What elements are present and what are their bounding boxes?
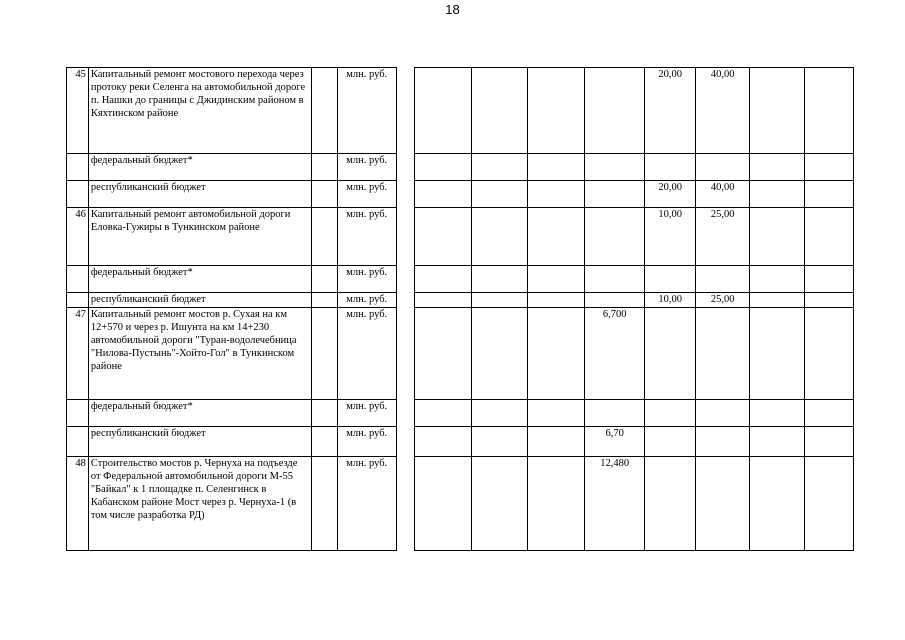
value-cell [471, 293, 528, 308]
value-cell [804, 293, 853, 308]
gap-cell [396, 181, 414, 208]
value-cell [749, 266, 804, 293]
value-cell [528, 457, 585, 551]
value-cell [471, 266, 528, 293]
value-cell: 6,70 [585, 427, 644, 457]
empty-cell [311, 427, 337, 457]
value-cell: 10,00 [644, 293, 696, 308]
unit-cell: млн. руб. [337, 208, 396, 266]
row-description: Капитальный ремонт мостового перехода через протоку реки Селенга на автомобильной дороге п. Нашки до границы с Джидинским районом в Кяхтинском районе [88, 68, 311, 154]
row-description: республиканский бюджет [88, 181, 311, 208]
value-cell [414, 400, 471, 427]
row-number [67, 181, 89, 208]
value-cell [528, 208, 585, 266]
row-description: Строительство мостов р. Чернуха на подъезде от Федеральной автомобильной дороги М-55 "Байкал" к 1 площадке п. Селенгинск в Кабанском районе Мост через р. Чернуха-1 (в том числе разработка РД) [88, 457, 311, 551]
empty-cell [311, 293, 337, 308]
row-description: республиканский бюджет [88, 293, 311, 308]
value-cell [749, 457, 804, 551]
value-cell [414, 154, 471, 181]
unit-cell: млн. руб. [337, 457, 396, 551]
gap-cell [396, 457, 414, 551]
value-cell [644, 427, 696, 457]
table-row [67, 308, 905, 400]
value-cell [749, 154, 804, 181]
value-cell: 25,00 [696, 293, 749, 308]
value-cell [644, 457, 696, 551]
row-description: Капитальный ремонт автомобильной дороги Еловка-Гужиры в Тункинском районе [88, 208, 311, 266]
value-cell: 12,480 [585, 457, 644, 551]
value-cell [804, 68, 853, 154]
unit-cell: млн. руб. [337, 181, 396, 208]
empty-cell [311, 457, 337, 551]
unit-cell: млн. руб. [337, 400, 396, 427]
empty-cell [311, 208, 337, 266]
empty-cell [311, 266, 337, 293]
value-cell [528, 154, 585, 181]
value-cell: 6,700 [585, 308, 644, 400]
gap-cell [396, 308, 414, 400]
value-cell [414, 266, 471, 293]
value-cell [585, 400, 644, 427]
row-number [67, 400, 89, 427]
table-row [67, 181, 905, 208]
value-cell [749, 181, 804, 208]
value-cell [528, 427, 585, 457]
value-cell [471, 154, 528, 181]
row-number: 48 [67, 457, 89, 551]
value-cell [804, 208, 853, 266]
row-number: 46 [67, 208, 89, 266]
value-cell [644, 266, 696, 293]
value-cell [471, 181, 528, 208]
row-description: федеральный бюджет* [88, 266, 311, 293]
row-number [67, 266, 89, 293]
budget-table [66, 67, 905, 551]
value-cell [696, 266, 749, 293]
value-cell [749, 308, 804, 400]
value-cell [414, 308, 471, 400]
unit-cell: млн. руб. [337, 308, 396, 400]
value-cell [585, 68, 644, 154]
empty-cell [311, 400, 337, 427]
empty-cell [311, 308, 337, 400]
row-number [67, 427, 89, 457]
empty-cell [311, 154, 337, 181]
value-cell [804, 457, 853, 551]
table-row [67, 427, 905, 457]
value-cell [644, 308, 696, 400]
value-cell [749, 68, 804, 154]
empty-cell [311, 181, 337, 208]
value-cell [414, 68, 471, 154]
row-number [67, 293, 89, 308]
table-row [67, 400, 905, 427]
table-row [67, 266, 905, 293]
unit-cell: млн. руб. [337, 68, 396, 154]
value-cell [414, 427, 471, 457]
value-cell [528, 293, 585, 308]
table-row [67, 208, 905, 266]
table-row [67, 293, 905, 308]
value-cell [528, 181, 585, 208]
value-cell [528, 68, 585, 154]
value-cell [696, 427, 749, 457]
value-cell [644, 400, 696, 427]
value-cell: 20,00 [644, 68, 696, 154]
gap-cell [396, 208, 414, 266]
value-cell [804, 427, 853, 457]
row-description: федеральный бюджет* [88, 400, 311, 427]
value-cell: 25,00 [696, 208, 749, 266]
value-cell [749, 427, 804, 457]
row-number [67, 154, 89, 181]
value-cell [585, 208, 644, 266]
unit-cell: млн. руб. [337, 427, 396, 457]
value-cell [414, 208, 471, 266]
empty-cell [311, 68, 337, 154]
value-cell [471, 308, 528, 400]
value-cell [528, 400, 585, 427]
table-row [67, 457, 905, 551]
value-cell [414, 457, 471, 551]
value-cell [585, 266, 644, 293]
unit-cell: млн. руб. [337, 293, 396, 308]
value-cell: 40,00 [696, 181, 749, 208]
value-cell [804, 266, 853, 293]
gap-cell [396, 400, 414, 427]
row-description: республиканский бюджет [88, 427, 311, 457]
value-cell [696, 400, 749, 427]
value-cell [471, 208, 528, 266]
value-cell [749, 293, 804, 308]
table-row [67, 154, 905, 181]
value-cell [471, 400, 528, 427]
value-cell [471, 68, 528, 154]
gap-cell [396, 427, 414, 457]
value-cell [471, 427, 528, 457]
value-cell [585, 293, 644, 308]
value-cell [414, 181, 471, 208]
row-description: Капитальный ремонт мостов р. Сухая на км 12+570 и через р. Ишунта на км 14+230 автомобильной дороги "Туран-водолечебница "Нилова-Пустынь"-Хойто-Гол" в Тункинском районе [88, 308, 311, 400]
value-cell [471, 457, 528, 551]
value-cell [644, 154, 696, 181]
gap-cell [396, 154, 414, 181]
unit-cell: млн. руб. [337, 266, 396, 293]
row-description: федеральный бюджет* [88, 154, 311, 181]
value-cell [585, 154, 644, 181]
value-cell [585, 181, 644, 208]
value-cell [696, 457, 749, 551]
unit-cell: млн. руб. [337, 154, 396, 181]
row-number: 45 [67, 68, 89, 154]
value-cell: 40,00 [696, 68, 749, 154]
table-row [67, 68, 905, 154]
value-cell [804, 154, 853, 181]
value-cell [804, 181, 853, 208]
value-cell [804, 308, 853, 400]
value-cell [696, 308, 749, 400]
gap-cell [396, 68, 414, 154]
row-number: 47 [67, 308, 89, 400]
gap-cell [396, 266, 414, 293]
value-cell: 20,00 [644, 181, 696, 208]
value-cell [749, 208, 804, 266]
value-cell [414, 293, 471, 308]
value-cell [804, 400, 853, 427]
value-cell: 10,00 [644, 208, 696, 266]
value-cell [528, 266, 585, 293]
value-cell [696, 154, 749, 181]
value-cell [749, 400, 804, 427]
value-cell [528, 308, 585, 400]
gap-cell [396, 293, 414, 308]
page-number: 18 [445, 2, 460, 17]
